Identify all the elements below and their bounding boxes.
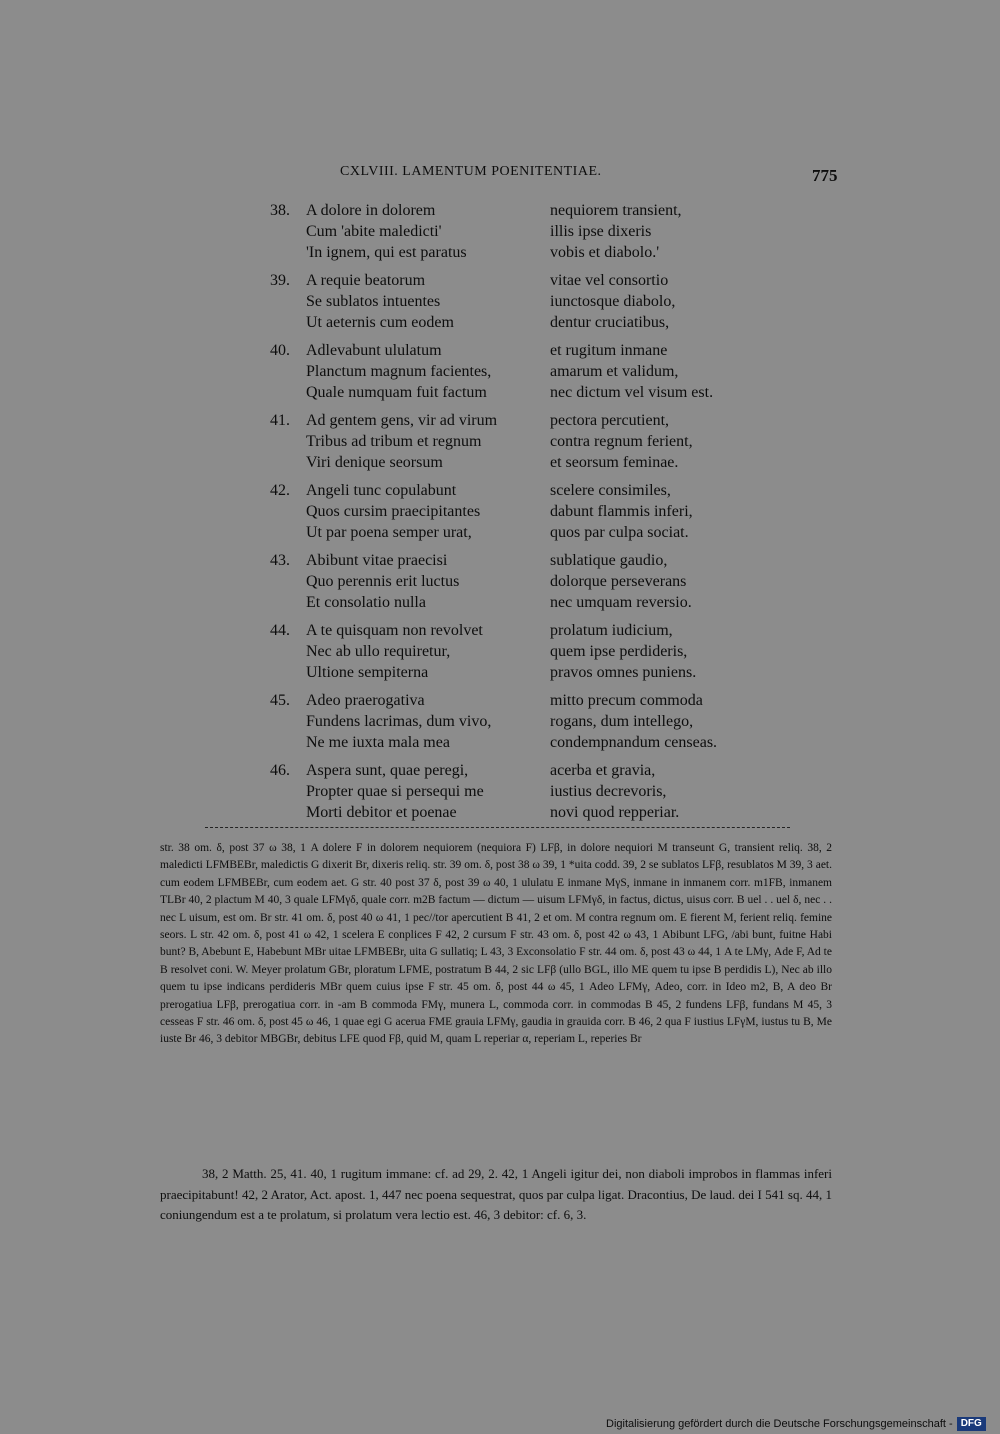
notes-text: 38, 2 Matth. 25, 41. 40, 1 rugitum immane: cf. ad 29, 2. 42, 1 Angeli igitur dei, non diaboli improbos in flammas inferi praecipitabunt! 42, 2 Arator, Act. apost. 1, 447 nec poena sequestrat, quos par culpa ligat. Dracontius, De laud. dei I 541 sq. 44, 1 coniungendum est a te prolatum, si prolatum vera lectio est. 46, 3 debitor: cf. 6, 3. xyxy=(160,1166,832,1223)
stanza-39 xyxy=(270,270,830,333)
verse-line xyxy=(270,452,830,473)
verse-right: nec dictum vel visum est. xyxy=(550,384,714,401)
verse-line xyxy=(270,760,830,781)
stanza-40 xyxy=(270,340,830,403)
verse-right: iustius decrevoris, xyxy=(550,783,667,800)
stanza-number: 43. xyxy=(270,552,290,569)
verse-line xyxy=(270,501,830,522)
verse-right: pravos omnes puniens. xyxy=(550,664,697,681)
stanza-43 xyxy=(270,550,830,613)
stanza-number: 39. xyxy=(270,272,290,289)
page-number: 775 xyxy=(812,166,838,185)
verse-left: Tribus ad tribum et regnum xyxy=(306,433,482,450)
stanza-number: 40. xyxy=(270,342,290,359)
verse-right: mitto precum commoda xyxy=(550,692,703,709)
verse-left: Propter quae si persequi me xyxy=(306,783,484,800)
verse-right: nec umquam reversio. xyxy=(550,594,692,611)
verse-right: et seorsum feminae. xyxy=(550,454,679,471)
footer-text: Digitalisierung gefördert durch die Deutsche Forschungsgemeinschaft - xyxy=(606,1418,953,1431)
running-head xyxy=(0,164,1000,188)
critical-apparatus xyxy=(160,840,832,1049)
verse-left: Adlevabunt ululatum xyxy=(306,342,442,359)
verse-line xyxy=(270,340,830,361)
verse-right: prolatum iudicium, xyxy=(550,622,673,639)
verse-right: quos par culpa sociat. xyxy=(550,524,689,541)
verse-left: Ultione sempiterna xyxy=(306,664,429,681)
verse-line xyxy=(270,732,830,753)
verse-line xyxy=(270,291,830,312)
verse-line xyxy=(270,802,830,823)
verse-line xyxy=(270,522,830,543)
stanza-number: 46. xyxy=(270,762,290,779)
stanza-45 xyxy=(270,690,830,753)
verse-right: acerba et gravia, xyxy=(550,762,656,779)
verse-left: Quale numquam fuit factum xyxy=(306,384,487,401)
verse-right: rogans, dum intellego, xyxy=(550,713,694,730)
verse-right: dentur cruciatibus, xyxy=(550,314,670,331)
verse-line xyxy=(270,781,830,802)
verse-line xyxy=(270,711,830,732)
verse-left: Morti debitor et poenae xyxy=(306,804,457,821)
verse-right: dolorque perseverans xyxy=(550,573,687,590)
verse-line xyxy=(270,690,830,711)
verse-left: Fundens lacrimas, dum vivo, xyxy=(306,713,492,730)
verse-line xyxy=(270,382,830,403)
verse-right: vobis et diabolo.' xyxy=(550,244,660,261)
stanza-number: 41. xyxy=(270,412,290,429)
stanza-46 xyxy=(270,760,830,823)
verse-right: quem ipse perdideris, xyxy=(550,643,688,660)
stanza-number: 42. xyxy=(270,482,290,499)
verse-left: Aspera sunt, quae peregi, xyxy=(306,762,469,779)
stanza-number: 44. xyxy=(270,622,290,639)
verse-left: Quo perennis erit luctus xyxy=(306,573,460,590)
running-title: CXLVIII. LAMENTUM POENITENTIAE. xyxy=(340,164,602,179)
verse-right: sublatique gaudio, xyxy=(550,552,668,569)
verse-left: Ut aeternis cum eodem xyxy=(306,314,454,331)
verse-line xyxy=(270,312,830,333)
verse-left: Ne me iuxta mala mea xyxy=(306,734,450,751)
verse-line xyxy=(270,641,830,662)
verse-left: A dolore in dolorem xyxy=(306,202,436,219)
verse-line xyxy=(270,662,830,683)
verse-left: A requie beatorum xyxy=(306,272,426,289)
verse-right: et rugitum inmane xyxy=(550,342,668,359)
verse-right: contra regnum ferient, xyxy=(550,433,693,450)
verse-line xyxy=(270,242,830,263)
verse-left: Et consolatio nulla xyxy=(306,594,426,611)
verse-line xyxy=(270,270,830,291)
verse-right: nequiorem transient, xyxy=(550,202,682,219)
stanza-38 xyxy=(270,200,830,263)
verse-left: Nec ab ullo requiretur, xyxy=(306,643,451,660)
verse-right: pectora percutient, xyxy=(550,412,670,429)
source-notes xyxy=(160,1164,832,1226)
verse-line xyxy=(270,592,830,613)
verse-left: Abibunt vitae praecisi xyxy=(306,552,448,569)
verse-left: Ad gentem gens, vir ad virum xyxy=(306,412,498,429)
verse-left: Viri denique seorsum xyxy=(306,454,443,471)
verse-line xyxy=(270,431,830,452)
verse-line xyxy=(270,410,830,431)
verse-right: novi quod repperiar. xyxy=(550,804,680,821)
verse-left: Quos cursim praecipitantes xyxy=(306,503,481,520)
verse-line xyxy=(270,480,830,501)
verse-line xyxy=(270,361,830,382)
verse-left: A te quisquam non revolvet xyxy=(306,622,483,639)
stanza-number: 45. xyxy=(270,692,290,709)
stanza-42 xyxy=(270,480,830,543)
verse-right: illis ipse dixeris xyxy=(550,223,652,240)
verse-right: iunctosque diabolo, xyxy=(550,293,676,310)
verse-right: condempnandum censeas. xyxy=(550,734,718,751)
verse-line xyxy=(270,571,830,592)
verse-left: 'In ignem, qui est paratus xyxy=(306,244,467,261)
verse-left: Cum 'abite maledicti' xyxy=(306,223,442,240)
verse-right: vitae vel consortio xyxy=(550,272,669,289)
verse-right: dabunt flammis inferi, xyxy=(550,503,693,520)
verse-line xyxy=(270,221,830,242)
verse-left: Angeli tunc copulabunt xyxy=(306,482,457,499)
verse-line xyxy=(270,200,830,221)
apparatus-text: str. 38 om. δ, post 37 ω 38, 1 A dolere F in dolorem nequiorem (nequiora F) LFβ, in dolore nequiori M transeunt G, transient reliq. 38, 2 maledicti LFMBEBr, maledictis G dixerit Br, dixeris reliq. str. 39 om. δ, post 38 ω 39, 1 *uita codd. 39, 2 se sublatos LFβ, resublatos M 39, 3 aet. cum eodem LFMBEBr, cum eodem aet. G str. 40 post 37 δ, post 39 ω 40, 1 ululatu E inmane MγS, inmane in inmanem corr. m1FB, inmanem TLBr 40, 2 plactum M 40, 3 quale LFMγδ, quale corr. m2B factum — dictum — uisum LFMγδ, in factus, dictus, uisus corr. B uel . . uel δ, nec . . nec L uisum, est om. Br str. 41 om. δ, post 40 ω 41, 1 pec//tor apercutient B 41, 2 et om. M contra regnum om. E fierent M, ferient reliq. femine seors. L str. 42 om. δ, post 41 ω 42, 1 scelera E conplices F 42, 2 cursum F str. 43 om. δ, post 42 ω 43, 1 Abibunt LFG, /abi bunt, fuitne Habi bunt? B, Abebunt E, Habebunt MBr uitae LFMBEBr, uita G sullatiq; L 43, 3 Exconsolatio F str. 44 om. δ, post 43 ω 44, 1 A te LMγ, Ade F, Ad te B resolvet coni. W. Meyer prolatum GBr, ploratum LFME, postratum B 44, 2 sic LFβ (ullo BGL, illo ME quem tu ipse B perdidis L), Nec ab illo quem tu ipse indicans perdideris MBr quem cuius ipse F str. 45 om. δ, post 44 ω 45, 1 Adeo LFMγ, Adeo, corr. in Ideo m2, B, A deo Br prerogatiua LFβ, prerogatiua corr. in -am B commoda FMγ, munera L, commoda corr. in commodas B 45, 2 fundens LFβ, fundans M 45, 3 cesseas F str. 46 om. δ, post 45 ω 46, 1 quae egi G acerua FME grauia LFMγ, gaudia in grauida corr. B 46, 2 qua F iustius LFγM, iustus tu B, Me iuste Br 46, 3 debitor MBGBr, debitus LFE quod Fβ, quid M, quam L reperiar α, reperiam L, reperies Br xyxy=(160,842,832,1046)
verse-left: Adeo praerogativa xyxy=(306,692,425,709)
verse-left: Planctum magnum facientes, xyxy=(306,363,492,380)
verse-left: Se sublatos intuentes xyxy=(306,293,441,310)
footnote-divider xyxy=(205,827,790,828)
digitization-footer xyxy=(606,1416,986,1432)
dfg-logo: DFG xyxy=(957,1417,986,1431)
verse-right: amarum et validum, xyxy=(550,363,679,380)
stanza-44 xyxy=(270,620,830,683)
verse-right: scelere consimiles, xyxy=(550,482,671,499)
verse-line xyxy=(270,620,830,641)
verse-line xyxy=(270,550,830,571)
stanza-number: 38. xyxy=(270,202,290,219)
verse-left: Ut par poena semper urat, xyxy=(306,524,472,541)
stanza-41 xyxy=(270,410,830,473)
